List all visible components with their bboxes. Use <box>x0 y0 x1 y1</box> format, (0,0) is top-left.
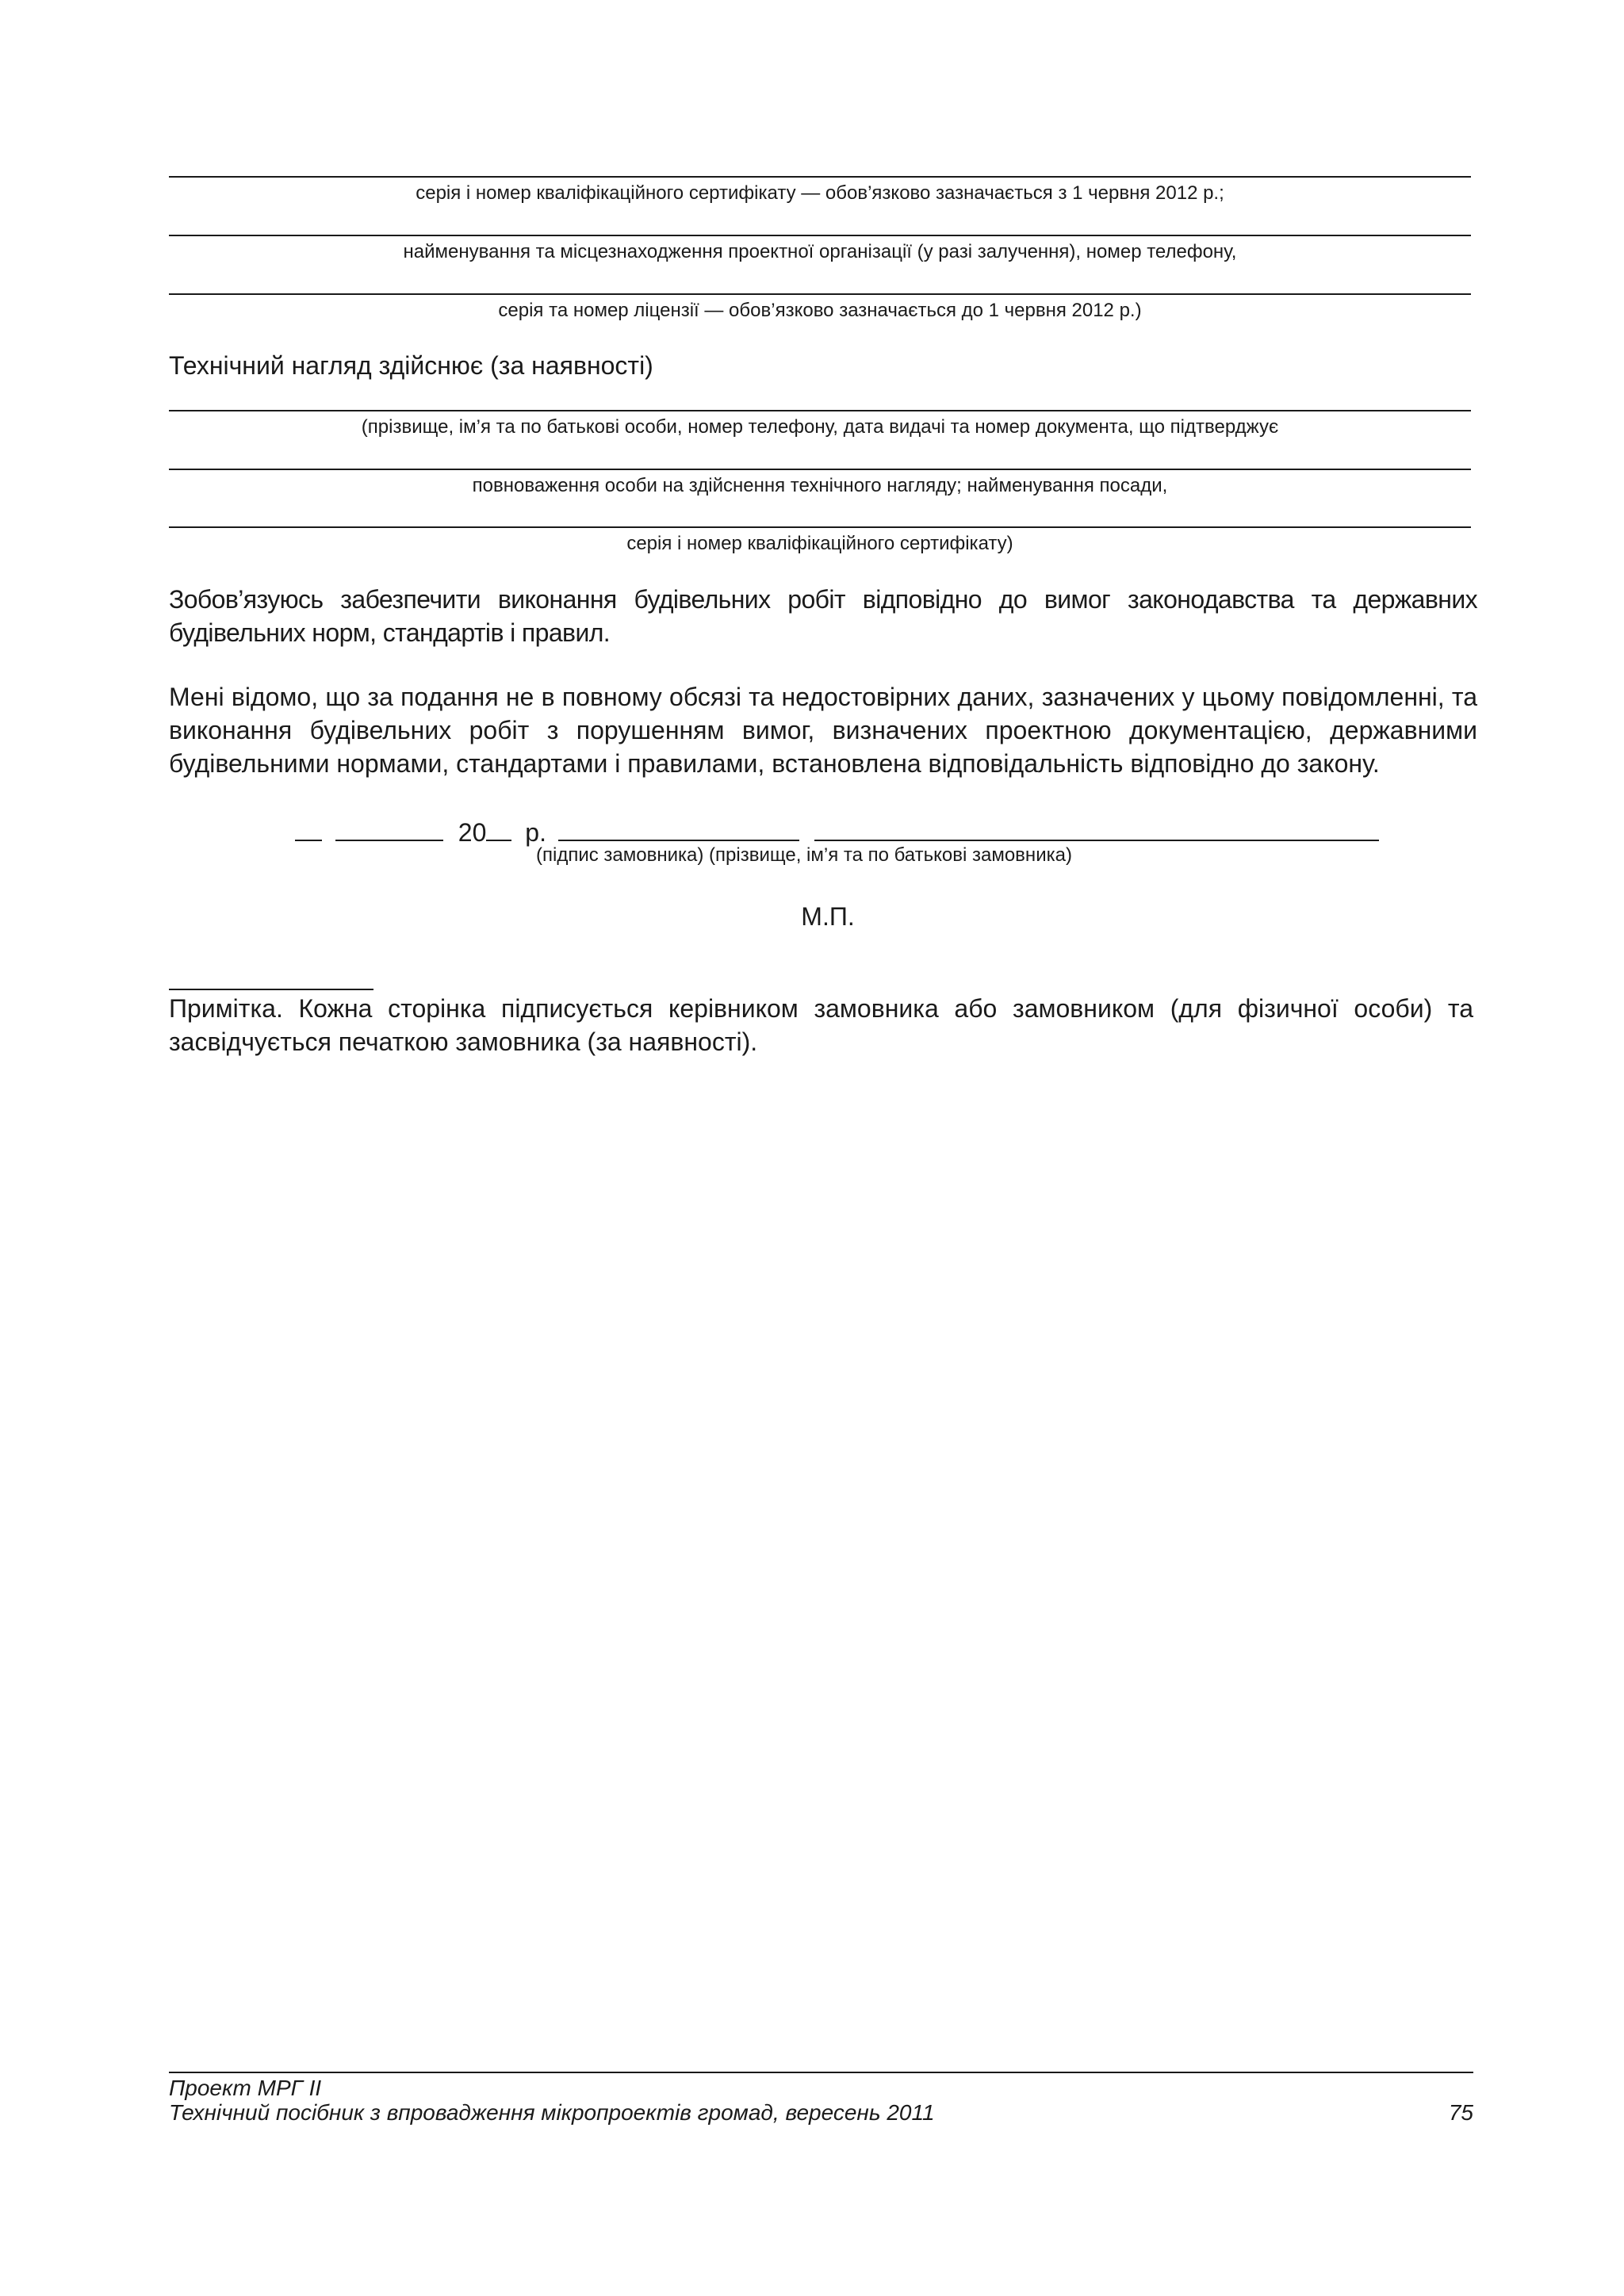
liability-paragraph: Мені відомо, що за подання не в повному обсязі та недостовірних даних, зазначених у цьому повідомленні, та виконання будівельних робіт з порушенням вимог, визначених проектною документацією, державними будівельними нормами, стандартами і правилами, встановлена відповідальність відповідно до закону. <box>169 683 1477 778</box>
name-blank <box>814 817 1379 841</box>
page-number: 75 <box>1448 2100 1473 2125</box>
form-line-2 <box>169 235 1471 236</box>
footer-project: Проект МРГ ІІ <box>169 2076 322 2100</box>
supervision-caption-person: (прізвище, ім’я та по батькові особи, номер телефону, дата видачі та номер документа, що підтверджує <box>361 416 1279 438</box>
form-caption-license: серія та номер ліцензії — обов’язково зазначається до 1 червня 2012 р.) <box>498 300 1142 321</box>
note-paragraph: Примітка. Кожна сторінка підписується керівником замовника або замовником (для фізичної особи) та засвідчується печаткою замовника (за наявності). <box>169 994 1473 1056</box>
month-blank <box>335 817 443 841</box>
form-line-1 <box>169 176 1471 178</box>
commitment-paragraph: Зобов’язуюсь забезпечити виконання будівельних робіт відповідно до вимог законодавства та державних будівельних норм, стандартів і правил. <box>169 585 1477 647</box>
footer-publication: Технічний посібник з впровадження мікропроектів громад, вересень 2011 <box>169 2100 935 2125</box>
supervision-caption-certificate: серія і номер кваліфікаційного сертифікату) <box>626 533 1013 554</box>
form-caption-certificate: серія і номер кваліфікаційного сертифікату — обов’язково зазначається з 1 червня 2012 р.; <box>416 182 1224 204</box>
year-prefix: 20 <box>458 818 487 847</box>
signature-captions: (підпис замовника) (прізвище, ім’я та по батькові замовника) <box>536 844 1072 866</box>
note-separator <box>169 989 373 990</box>
day-blank <box>295 817 322 841</box>
stamp-label: М.П. <box>801 902 855 931</box>
supervision-line-3 <box>169 526 1471 528</box>
footer-separator <box>169 2072 1473 2073</box>
supervision-caption-authority: повноваження особи на здійснення технічного нагляду; найменування посади, <box>472 475 1168 496</box>
year-blank <box>486 817 511 841</box>
form-caption-organization: найменування та місцезнаходження проектної організації (у разі залучення), номер телефону, <box>403 241 1237 262</box>
signature-blank <box>558 817 799 841</box>
form-line-3 <box>169 293 1471 295</box>
supervision-heading: Технічний нагляд здійснює (за наявності) <box>169 351 653 380</box>
year-suffix: р. <box>525 818 546 847</box>
supervision-line-1 <box>169 410 1471 411</box>
supervision-line-2 <box>169 469 1471 470</box>
